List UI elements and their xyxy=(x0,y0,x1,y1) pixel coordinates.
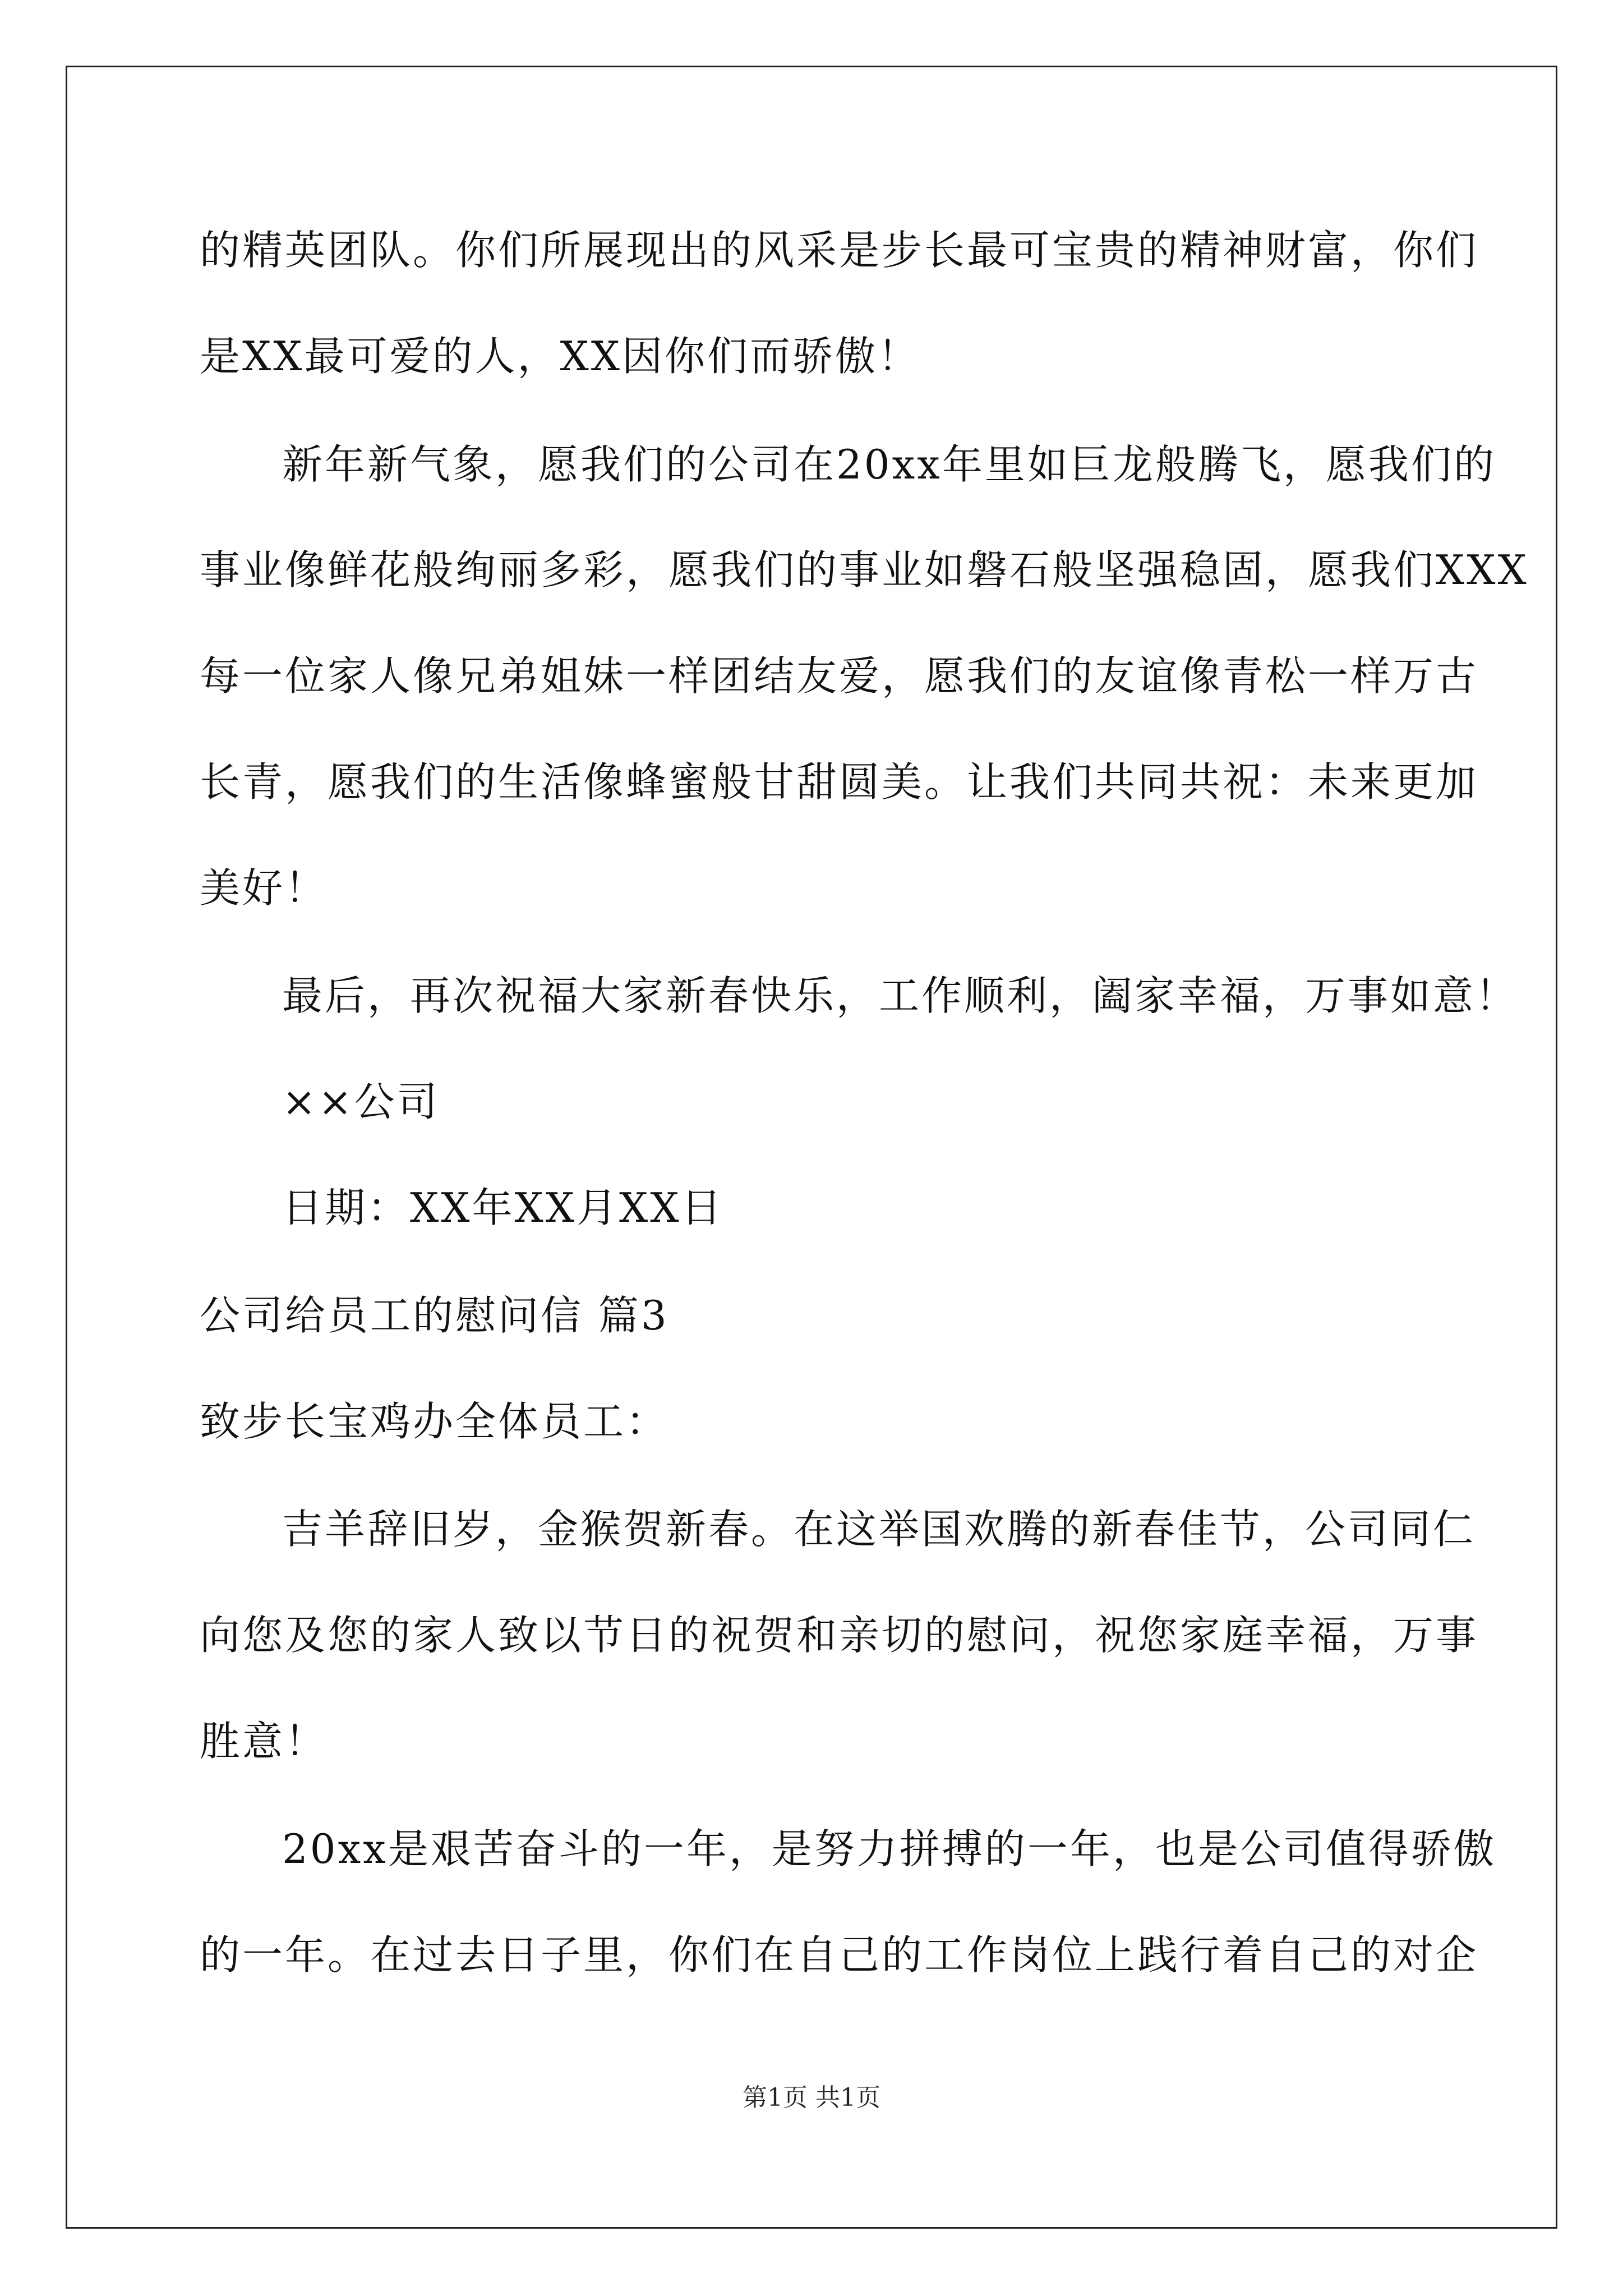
text-line: 向您及您的家人致以节日的祝贺和亲切的慰问，祝您家庭幸福，万事 xyxy=(200,1612,1479,1659)
text-line: 是XX最可爱的人，XX因你们而骄傲！ xyxy=(200,333,921,380)
text-line: 胜意！ xyxy=(200,1718,328,1765)
paragraph-start: 新年新气象，愿我们的公司在20xx年里如巨龙般腾飞，愿我们的 xyxy=(282,441,1496,488)
text-line: 每一位家人像兄弟姐妹一样团结友爱，愿我们的友谊像青松一样万古 xyxy=(200,652,1479,700)
text-line: 美好！ xyxy=(200,864,328,912)
page-border xyxy=(66,66,1557,2229)
text-line: 事业像鲜花般绚丽多彩，愿我们的事业如磐石般坚强稳固，愿我们XXX xyxy=(200,546,1529,593)
paragraph-start: 最后，再次祝福大家新春快乐，工作顺利，阖家幸福，万事如意！ xyxy=(282,972,1519,1019)
text-line: 长青，愿我们的生活像蜂蜜般甘甜圆美。让我们共同共祝：未来更加 xyxy=(200,758,1479,806)
text-line: 的一年。在过去日子里，你们在自己的工作岗位上践行着自己的对企 xyxy=(200,1931,1479,1978)
text-line: 的精英团队。你们所展现出的风采是步长最可宝贵的精神财富，你们 xyxy=(200,227,1479,274)
paragraph-start: 吉羊辞旧岁，金猴贺新春。在这举国欢腾的新春佳节，公司同仁 xyxy=(282,1506,1476,1553)
signature-date: 日期：XX年XX月XX日 xyxy=(282,1184,724,1231)
salutation: 致步长宝鸡办全体员工： xyxy=(200,1398,669,1445)
signature-company: ××公司 xyxy=(282,1078,440,1125)
section-heading: 公司给员工的慰问信 篇3 xyxy=(200,1292,669,1339)
paragraph-start: 20xx是艰苦奋斗的一年，是努力拼搏的一年，也是公司值得骄傲 xyxy=(282,1825,1496,1872)
page-number-footer: 第1页 共1页 xyxy=(743,2083,880,2112)
